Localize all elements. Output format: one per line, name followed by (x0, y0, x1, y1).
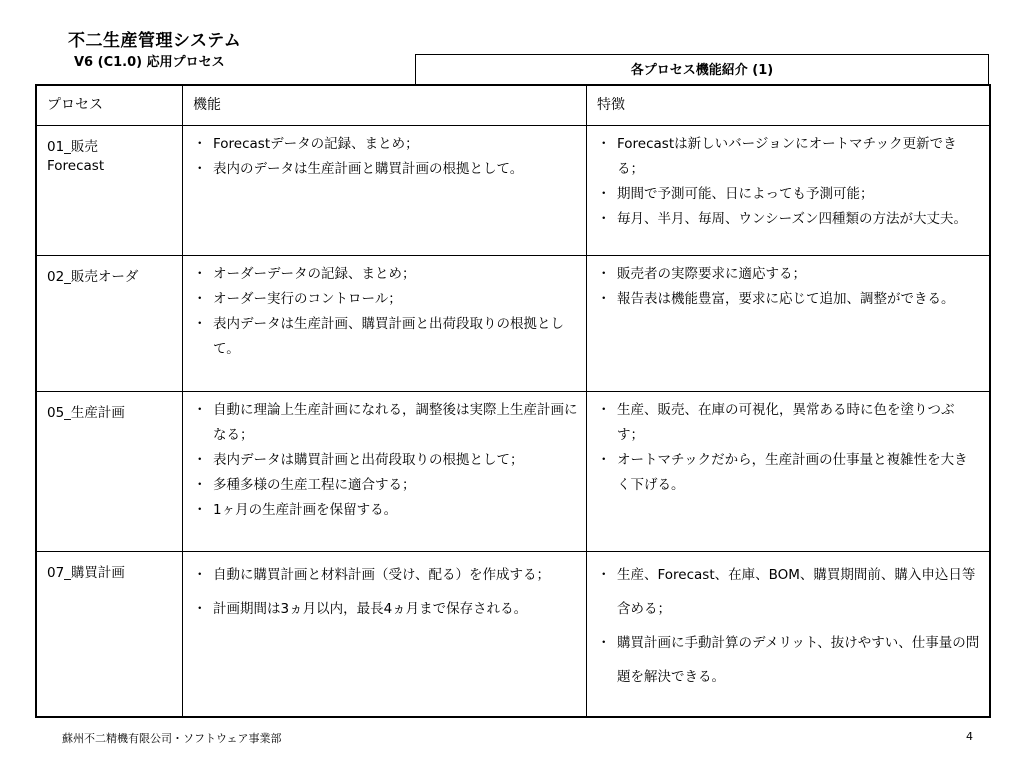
feature-item-list (597, 558, 981, 694)
feature-item: ・ 生産、販売、在庫の可視化，異常ある時に色を塗りつぶす； (597, 398, 981, 448)
feature-item-list (597, 132, 981, 232)
column-header-function: 機能 (183, 86, 587, 126)
feature-item: ・ 購買計画に手動計算のデメリット、抜けやすい、仕事量の問題を解決できる。 (597, 626, 981, 694)
function-cell (183, 392, 587, 552)
feature-item-list (597, 398, 981, 498)
function-item: ・ Forecastデータの記録、まとめ； (193, 132, 578, 157)
process-name: 05_生産計画 (47, 405, 125, 421)
function-item: ・ 自動に理論上生産計画になれる，調整後は実際上生産計画になる； (193, 398, 578, 448)
feature-item: ・ 毎月、半月、毎周、ウンシーズン四種類の方法が大丈夫。 (597, 207, 981, 232)
function-item-list (193, 132, 578, 182)
function-item: ・ 計画期間は3ヵ月以内，最長4ヵ月まで保存される。 (193, 592, 578, 626)
function-item: ・ 表内データは購買計画と出荷段取りの根拠として； (193, 448, 578, 473)
slide-title: 不二生産管理システム (68, 31, 242, 51)
function-item: ・ 1ヶ月の生産計画を保留する。 (193, 498, 578, 523)
function-cell (183, 552, 587, 716)
process-table (35, 84, 991, 718)
function-cell (183, 256, 587, 392)
feature-cell (587, 552, 989, 716)
page-number: 4 (966, 730, 973, 743)
column-header-feature: 特徴 (587, 86, 989, 126)
function-item: ・ 多種多様の生産工程に適合する； (193, 473, 578, 498)
function-item: ・ 自動に購買計画と材料計画（受け、配る）を作成する； (193, 558, 578, 592)
footer-company: 蘇州不二精機有限公司・ソフトウェア事業部 (62, 732, 282, 745)
feature-item: ・ 生産、Forecast、在庫、BOM、購買期間前、購入申込日等含める； (597, 558, 981, 626)
process-name: 02_販売オーダ (47, 269, 139, 285)
feature-item: ・ 販売者の実際要求に適応する； (597, 262, 981, 287)
process-cell (37, 126, 183, 256)
function-item: ・ オーダー実行のコントロール； (193, 287, 578, 312)
column-header-process: プロセス (37, 86, 183, 126)
feature-item: ・ オートマチックだから，生産計画の仕事量と複雑性を大きく下げる。 (597, 448, 981, 498)
function-item: ・ 表内のデータは生産計画と購買計画の根拠として。 (193, 157, 578, 182)
function-item-list (193, 262, 578, 362)
feature-item: ・ 期間で予測可能、日によっても予測可能； (597, 182, 981, 207)
function-cell (183, 126, 587, 256)
feature-item: ・ Forecastは新しいバージョンにオートマチック更新できる； (597, 132, 981, 182)
function-item: ・ 表内データは生産計画、購買計画と出荷段取りの根拠として。 (193, 312, 578, 362)
feature-cell (587, 392, 989, 552)
process-cell (37, 256, 183, 392)
slide-subtitle: V6 (C1.0) 応用プロセス (74, 55, 225, 70)
feature-cell (587, 256, 989, 392)
process-cell (37, 552, 183, 716)
function-item-list (193, 558, 578, 626)
feature-cell (587, 126, 989, 256)
process-name: 01_販売 (47, 139, 98, 155)
section-heading: 各プロセス機能紹介 (1) (415, 54, 989, 85)
process-name: Forecast (47, 158, 105, 174)
function-item: ・ オーダーデータの記録、まとめ； (193, 262, 578, 287)
process-name: 07_購買計画 (47, 565, 125, 581)
function-item-list (193, 398, 578, 523)
feature-item-list (597, 262, 981, 312)
process-cell (37, 392, 183, 552)
feature-item: ・ 報告表は機能豊富，要求に応じて追加、調整ができる。 (597, 287, 981, 312)
